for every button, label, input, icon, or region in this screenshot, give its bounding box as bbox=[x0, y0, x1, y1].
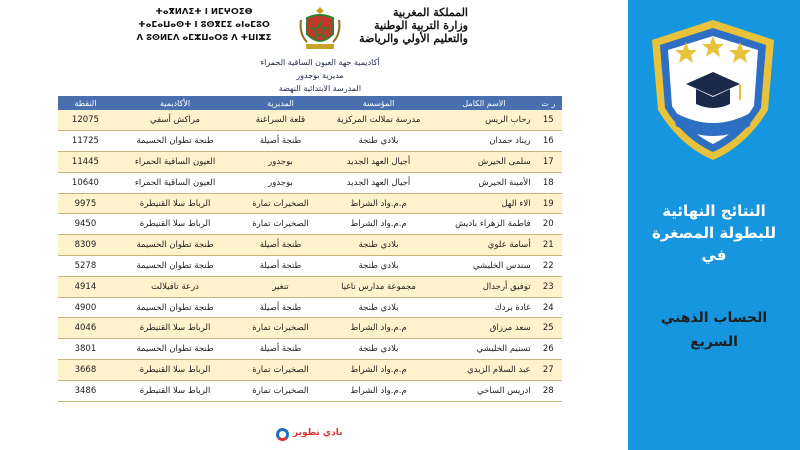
cell-points: 11445 bbox=[58, 152, 113, 173]
cell-points: 4900 bbox=[58, 297, 113, 318]
col-points-header: النقطة bbox=[58, 96, 113, 110]
cell-name: سندس الخليشي bbox=[433, 256, 534, 277]
cell-points: 12075 bbox=[58, 110, 113, 131]
cell-school: بلادي طنجة bbox=[324, 339, 434, 360]
cell-directorate: بوجدور bbox=[237, 172, 323, 193]
cell-points: 9450 bbox=[58, 214, 113, 235]
cell-name: تسنيم الخليشي bbox=[433, 339, 534, 360]
cell-rank: 21 bbox=[535, 235, 562, 256]
cell-academy: مراكش أسفي bbox=[113, 110, 237, 131]
table-row bbox=[58, 339, 562, 360]
cell-academy: طنجة تطوان الحسيمة bbox=[113, 256, 237, 277]
cell-points: 5278 bbox=[58, 256, 113, 277]
cell-rank: 28 bbox=[535, 380, 562, 401]
cell-academy: درعة تافيلالت bbox=[113, 276, 237, 297]
cell-points: 4914 bbox=[58, 276, 113, 297]
cell-directorate: الصخيرات تمارة bbox=[237, 360, 323, 381]
cell-academy: الرباط سلا القنيطرة bbox=[113, 318, 237, 339]
cell-school: أجيال العهد الجديد bbox=[324, 172, 434, 193]
table-row bbox=[58, 214, 562, 235]
cell-points: 4046 bbox=[58, 318, 113, 339]
col-school-header: المؤسسة bbox=[324, 96, 434, 110]
cell-school: بلادي طنجة bbox=[324, 131, 434, 152]
table-row bbox=[58, 131, 562, 152]
table-row bbox=[58, 193, 562, 214]
cell-school: م.م.واد الشراط bbox=[324, 193, 434, 214]
cell-school: بلادي طنجة bbox=[324, 256, 434, 277]
cell-academy: طنجة تطوان الحسيمة bbox=[113, 235, 237, 256]
directorate-title: مديرية بوجدور bbox=[296, 71, 344, 80]
cell-rank: 23 bbox=[535, 276, 562, 297]
results-table bbox=[58, 96, 562, 402]
table-row bbox=[58, 380, 562, 401]
cell-directorate: طنجة أصيلة bbox=[237, 339, 323, 360]
cell-points: 10640 bbox=[58, 172, 113, 193]
cell-rank: 19 bbox=[535, 193, 562, 214]
table-row bbox=[58, 235, 562, 256]
cell-points: 3801 bbox=[58, 339, 113, 360]
table-row bbox=[58, 276, 562, 297]
cell-rank: 22 bbox=[535, 256, 562, 277]
cell-school: بلادي طنجة bbox=[324, 297, 434, 318]
cell-directorate: طنجة أصيلة bbox=[237, 235, 323, 256]
cell-points: 3486 bbox=[58, 380, 113, 401]
tifinagh-line-3: ⴷ ⵓⵙⵍⵎⴷ ⴰⵎⵣⵡⴰⵔⵓ ⴷ ⵜⵡⵏⵣⵉ bbox=[136, 33, 272, 43]
cell-academy: الرباط سلا القنيطرة bbox=[113, 380, 237, 401]
panel-subtitle bbox=[628, 306, 800, 354]
cell-academy: الرباط سلا القنيطرة bbox=[113, 193, 237, 214]
club-ring-icon bbox=[276, 428, 289, 441]
panel-title-line-1: النتائج النهائية bbox=[662, 202, 766, 220]
cell-name: أسامة علوي bbox=[433, 235, 534, 256]
cell-points: 9975 bbox=[58, 193, 113, 214]
cell-rank: 25 bbox=[535, 318, 562, 339]
cell-directorate: قلعة السراغنة bbox=[237, 110, 323, 131]
cell-rank: 16 bbox=[535, 131, 562, 152]
arabic-line-2: وزارة التربية الوطنية bbox=[374, 19, 468, 32]
cell-directorate: طنجة أصيلة bbox=[237, 297, 323, 318]
cell-name: عبد السلام الزيدي bbox=[433, 360, 534, 381]
cell-academy: طنجة تطوان الحسيمة bbox=[113, 297, 237, 318]
school-title: المدرسة الابتدائية النهضة bbox=[278, 84, 362, 93]
table-row bbox=[58, 360, 562, 381]
cell-academy: العيون الساقية الحمراء bbox=[113, 152, 237, 173]
header-tifinagh-text bbox=[118, 6, 290, 45]
cell-directorate: بوجدور bbox=[237, 152, 323, 173]
cell-school: بلادي طنجة bbox=[324, 235, 434, 256]
table-header-row bbox=[58, 96, 562, 110]
cell-name: سلمى الحيرش bbox=[433, 152, 534, 173]
cell-school: مجموعة مدارس تاغيا bbox=[324, 276, 434, 297]
cell-academy: الرباط سلا القنيطرة bbox=[113, 360, 237, 381]
arabic-line-1: المملكة المغربية bbox=[393, 6, 468, 19]
cell-school: مدرسة تملالت المركزية bbox=[324, 110, 434, 131]
cell-school: م.م.واد الشراط bbox=[324, 318, 434, 339]
arabic-line-3: والتعليم الأولي والرياضة bbox=[359, 32, 468, 45]
cell-school: م.م.واد الشراط bbox=[324, 214, 434, 235]
cell-school: أجيال العهد الجديد bbox=[324, 152, 434, 173]
cell-school: م.م.واد الشراط bbox=[324, 360, 434, 381]
table-row bbox=[58, 152, 562, 173]
cell-name: الأمينة الحيرش bbox=[433, 172, 534, 193]
cell-academy: الرباط سلا القنيطرة bbox=[113, 214, 237, 235]
cell-name: فاطمة الزهراء باديش bbox=[433, 214, 534, 235]
academy-title: أكاديمية جهة العيون الساقية الحمراء bbox=[260, 58, 380, 67]
panel-title-line-3: في bbox=[701, 246, 727, 264]
col-academy-header: الأكاديمية bbox=[113, 96, 237, 110]
cell-rank: 26 bbox=[535, 339, 562, 360]
cell-school: م.م.واد الشراط bbox=[324, 380, 434, 401]
cell-directorate: الصخيرات تمارة bbox=[237, 214, 323, 235]
cell-name: ريناد حمدان bbox=[433, 131, 534, 152]
cell-directorate: طنجة أصيلة bbox=[237, 256, 323, 277]
cell-directorate: الصخيرات تمارة bbox=[237, 380, 323, 401]
tifinagh-line-1: ⵜⴰⴳⵍⴷⵉⵜ ⵏ ⵍⵎⵖⵔⵉⴱ bbox=[155, 7, 253, 17]
cell-name: غادة بردك bbox=[433, 297, 534, 318]
cell-academy: طنجة تطوان الحسيمة bbox=[113, 339, 237, 360]
cell-points: 8309 bbox=[58, 235, 113, 256]
club-name: نادي تطوير bbox=[293, 428, 343, 438]
cell-name: الاء الهل bbox=[433, 193, 534, 214]
title-panel bbox=[628, 0, 800, 450]
club-logo bbox=[276, 427, 346, 443]
cell-points: 11725 bbox=[58, 131, 113, 152]
col-directorate-header: المديرية bbox=[237, 96, 323, 110]
cell-rank: 24 bbox=[535, 297, 562, 318]
cell-rank: 15 bbox=[535, 110, 562, 131]
panel-title-line-2: للبطولة المصغرة bbox=[651, 224, 777, 242]
table-row bbox=[58, 318, 562, 339]
cell-name: ادريس الساخي bbox=[433, 380, 534, 401]
cell-rank: 18 bbox=[535, 172, 562, 193]
cell-rank: 27 bbox=[535, 360, 562, 381]
table-row bbox=[58, 110, 562, 131]
cell-directorate: طنجة أصيلة bbox=[237, 131, 323, 152]
kingdom-emblem-icon bbox=[297, 4, 343, 52]
cell-name: توفيق أرجدال bbox=[433, 276, 534, 297]
cell-points: 3668 bbox=[58, 360, 113, 381]
panel-subtitle-line-2: السريع bbox=[690, 334, 738, 350]
cell-directorate: الصخيرات تمارة bbox=[237, 193, 323, 214]
cell-name: رحاب الريس bbox=[433, 110, 534, 131]
table-row bbox=[58, 256, 562, 277]
school-badge-icon bbox=[646, 14, 780, 164]
panel-title bbox=[628, 200, 800, 266]
cell-rank: 17 bbox=[535, 152, 562, 173]
panel-subtitle-line-1: الحساب الذهني bbox=[660, 310, 768, 326]
cell-rank: 20 bbox=[535, 214, 562, 235]
col-rank-header: ر ت bbox=[535, 96, 562, 110]
tifinagh-line-2: ⵜⴰⵎⴰⵡⴰⵙⵜ ⵏ ⵓⵙⴳⵎⵉ ⴰⵏⴰⵎⵓⵔ bbox=[138, 20, 270, 30]
col-name-header: الاسم الكامل bbox=[433, 96, 534, 110]
cell-academy: طنجة تطوان الحسيمة bbox=[113, 131, 237, 152]
table-row bbox=[58, 172, 562, 193]
cell-academy: العيون الساقية الحمراء bbox=[113, 172, 237, 193]
cell-directorate: تنغير bbox=[237, 276, 323, 297]
header-arabic-text bbox=[344, 6, 468, 45]
cell-directorate: الصخيرات تمارة bbox=[237, 318, 323, 339]
cell-name: سعد مرزاق bbox=[433, 318, 534, 339]
table-row bbox=[58, 297, 562, 318]
